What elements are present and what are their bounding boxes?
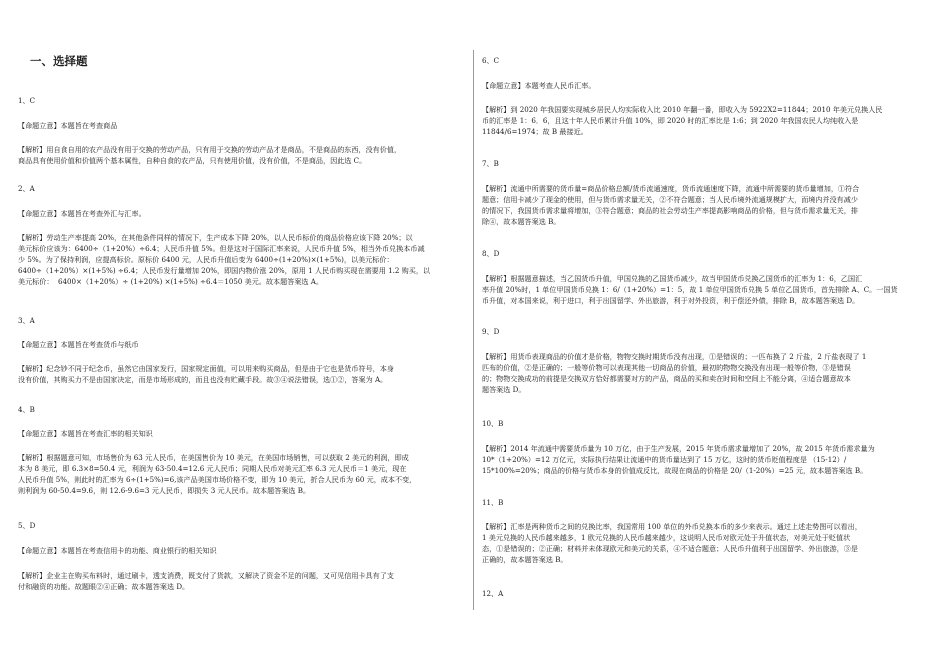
q8-number: 8、D xyxy=(482,249,500,258)
q1-topic: 【命题立意】本题旨在考查商品 xyxy=(18,121,118,130)
q3-topic: 【命题立意】本题旨在考查货币与纸币 xyxy=(18,340,139,349)
q1-analysis: 【解析】用自食自用的农产品没有用于交换的劳动产品，只有用于交换的劳动产品才是商品，不是商品的东西，没有价值， 商品具有使用价值和价值两个基本属性，自种自食的农产品，只有使用价值，没有价值，不是商品，因此选 C。 xyxy=(18,145,402,165)
q10-number: 10、B xyxy=(482,419,504,428)
q11-number: 11、B xyxy=(482,498,504,507)
left-column xyxy=(12,0,464,658)
q2-number: 2、A xyxy=(18,184,35,193)
q4-number: 4、B xyxy=(18,405,35,414)
q7-number: 7、B xyxy=(482,159,499,168)
q3-number: 3、A xyxy=(18,316,35,325)
q2-analysis: 【解析】劳动生产率提高 20%，在其他条件同样的情况下，生产成本下降 20%，以人民币标价的商品价格应该下降 20%；以 美元标价应该为：6400÷（1+20%）÷6.4；人民币升值 5%。但是这对于国际汇率来说，人民币升值 5%，相当外币兑换本币减 少 5%。为了保持利润，应提高标价。原标价 6400 元，人民币升值后变为 6400÷(1+20%)×(1+5%)，以美元标价： 6400÷（1+20%）×(1+5%) ÷6.4；人民币发行量增加 20%，即国内物价涨 20%，原用 1 人民币购买现在需要用 1.2 购买，以 美元标价： 6400×（1+20%）÷ (1+20%) ×(1+5%) ÷6.4＝1050 美元。故本题答案选 A。 xyxy=(18,233,431,286)
right-column xyxy=(482,0,938,658)
q8-analysis: 【解析】根据题意描述，当乙国货币升值，甲国兑换的乙国货币减少，故当甲国货币兑换乙国货币的汇率为 1：6，乙国汇 率升值 20%时，1 单位甲国货币兑换 1：6/（1+20%）=1：5，故 1 单位甲国货币兑换 5 单位乙国货币，首先排除 A、C。一国货 币升值，对本国来说，利于进口，利于出国留学、外出旅游，利于对外投资，利于偿还外债，排除 B，故本题答案选 D。 xyxy=(482,274,898,305)
q4-analysis: 【解析】根据题意可知，市场售价为 63 元人民币，在美国售价为 10 美元，在美国市场销售，可以获取 2 美元的利润，即成 本为 8 美元，即 6.3×8=50.4 元，利润为 63-50.4=12.6 元人民币；同期人民币对美元汇率 6.3 元人民币＝1 美元，现在 人民币升值 5%，则此时的汇率为 6÷(1+5%)=6,该产品美国市场价格不变，即为 10 美元，折合人民币为 60 元，成本不变， 则利润为 60-50.4=9.6，则 12.6-9.6=3 元人民币，即损失 3 元人民币。故本题答案选 B。 xyxy=(18,453,417,495)
column-divider xyxy=(473,50,474,610)
q12-number: 12、A xyxy=(482,589,504,598)
q3-analysis: 【解析】纪念钞不同于纪念币，虽然它由国家发行，国家规定面值，可以用来购买商品，但是由于它也是货币符号，本身 没有价值，其购买力不是由国家决定，而是市场形成的，而且也没有贮藏手段。故③④说法错误，选①②，答案为 A。 xyxy=(18,364,394,384)
q10-analysis: 【解析】2014 年流通中需要货币量为 10 万亿，由于生产发展，2015 年货币需求量增加了 20%，故 2015 年货币需求量为 10*（1+20%）=12 万亿元，实际执行结果让流通中的货币量达到了 15 万亿，这时的货币贬值程度是 （15-12）/ 15*100%=20%；商品的价格与货币本身的价值成反比，故现在商品的价格是 20/（1-20%）=25 元，故本题答案选 B。 xyxy=(482,444,875,475)
section-title: 一、选择题 xyxy=(30,54,88,68)
q4-topic: 【命题立意】本题旨在考查汇率的相关知识 xyxy=(18,429,153,438)
q11-analysis: 【解析】汇率是两种货币之间的兑换比率，我国常用 100 单位的外币兑换本币的多少来表示。通过上述走势图可以看出， 1 美元兑换的人民币越来越多，1 欧元兑换的人民币越来越少，这说明人民币对欧元处于升值状态，对美元处于贬值状 态，①是错误的；②正确；材料并未体现欧元和美元的关系，④不适合题意；人民币升值利于出国留学、外出旅游，③是 正确的，故本题答案选 B。 xyxy=(482,522,862,564)
q2-topic: 【命题立意】本题旨在考查外汇与汇率。 xyxy=(18,209,146,218)
q9-number: 9、D xyxy=(482,327,500,336)
q6-analysis: 【解析】到 2020 年我国要实现城乡居民人均实际收入比 2010 年翻一番，即收入为 5922X2=11844；2010 年美元兑换人民 币的汇率是 1：6．6，且这十年人民币累计升值 10%，即 2020 时的汇率比是 1:6；到 2020 年我国农民人均纯收入是 11844/6=1974；故 B 最接近。 xyxy=(482,105,883,136)
q6-number: 6、C xyxy=(482,56,500,65)
q5-analysis: 【解析】企业主在购买布料时，通过刷卡，透支消费，既支付了货款，又解决了资金不足的问题，又可见信用卡具有了支 付和融资的功能。故题眼②④正确；故本题答案选 D。 xyxy=(18,571,394,591)
q7-analysis: 【解析】流通中所需要的货币量=商品价格总额/货币流通速度，货币流通速度下降，流通中所需要的货币量增加，①符合 题意；信用卡减少了现金的使用，但与货币需求量无关，②不符合题意；当人民币境外流通规模扩大，而境内并没有减少 的情况下，我国货币需求量将增加，③符合题意；商品的社会劳动生产率提高影响商品的价格，但与货币需求量无关，排 除④，故本题答案选 B。 xyxy=(482,184,860,226)
q5-topic: 【命题立意】本题旨在考查信用卡的功能、商业银行的相关知识 xyxy=(18,546,217,555)
q6-topic: 【命题立意】本题考查人民币汇率。 xyxy=(482,81,596,90)
q5-number: 5、D xyxy=(18,521,36,530)
q1-number: 1、C xyxy=(18,96,36,105)
q9-analysis: 【解析】用货币表现商品的价值才是价格，物物交换时期货币没有出现，①是错误的；一匹布换了 2 斤盐，2 斤盐表现了 1 匹布的价值，②是正确的；一般等价物可以表现其他一切商品的价值，最初的物物交换没有出现一般等价物，③是错误 的；物物交换成功的前提是交换双方恰好都需要对方的产品，商品的买和卖在时间和空间上不能分离，④适合题意故本 题答案选 D。 xyxy=(482,352,867,394)
